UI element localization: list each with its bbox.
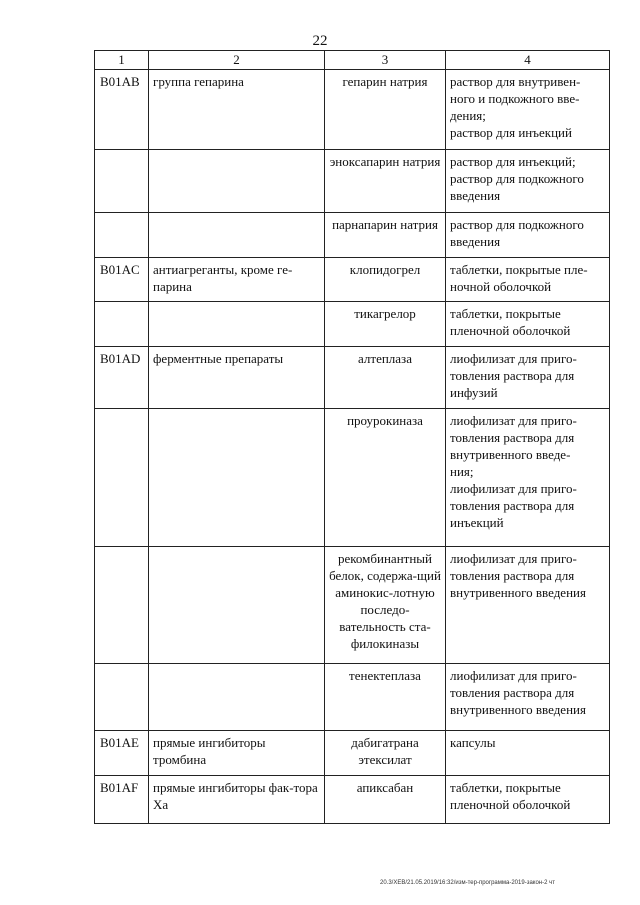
drug-name-cell: алтеплаза xyxy=(325,347,446,409)
dosage-form-line: товления раствора для xyxy=(450,498,575,513)
atc-code-cell xyxy=(95,150,149,213)
drug-group-cell xyxy=(149,664,325,731)
dosage-form-line: таблетки, покрытые xyxy=(450,306,561,321)
drug-group-cell xyxy=(149,547,325,664)
dosage-form-cell xyxy=(446,150,610,213)
table-row xyxy=(95,731,610,776)
table-row xyxy=(95,70,610,150)
table-row xyxy=(95,664,610,731)
dosage-form-line: раствор для подкожного xyxy=(450,217,584,232)
dosage-form-cell xyxy=(446,70,610,150)
atc-code-cell xyxy=(95,213,149,258)
dosage-form-line: товления раствора для xyxy=(450,430,575,445)
dosage-form-cell xyxy=(446,258,610,302)
drug-group-cell: группа гепарина xyxy=(149,70,325,150)
drug-name-cell: апиксабан xyxy=(325,776,446,824)
dosage-form-line: раствор для инъекций xyxy=(450,125,572,140)
drug-name-cell: дабигатрана этексилат xyxy=(325,731,446,776)
drug-name-cell: эноксапарин натрия xyxy=(325,150,446,213)
table-row xyxy=(95,258,610,302)
dosage-form-line: лиофилизат для приго- xyxy=(450,551,577,566)
dosage-form-line: товления раствора для xyxy=(450,368,575,383)
dosage-form-line: товления раствора для xyxy=(450,568,575,583)
dosage-form-cell xyxy=(446,213,610,258)
drug-name-cell: проурокиназа xyxy=(325,409,446,547)
footer-stamp: 20.3/ХЕВ/21.05.2019/16:32/изм-тер-программа-2019-закон-2 чт xyxy=(380,880,555,886)
column-header: 2 xyxy=(149,51,325,70)
dosage-form-cell xyxy=(446,547,610,664)
table-row xyxy=(95,776,610,824)
dosage-form-line: введения xyxy=(450,188,501,203)
drug-group-cell xyxy=(149,302,325,347)
dosage-form-line: инъекций xyxy=(450,515,504,530)
drug-group-cell: ферментные препараты xyxy=(149,347,325,409)
drug-table xyxy=(94,50,610,824)
table-row xyxy=(95,347,610,409)
dosage-form-line: таблетки, покрытые пле- xyxy=(450,262,588,277)
atc-code-cell: B01AB xyxy=(95,70,149,150)
dosage-form-line: лиофилизат для приго- xyxy=(450,481,577,496)
dosage-form-cell xyxy=(446,731,610,776)
dosage-form-cell xyxy=(446,302,610,347)
drug-group-cell xyxy=(149,150,325,213)
drug-name-cell: рекомбинантный белок, содержа-щий аминокис-лотную последо-вательность ста-филокиназы xyxy=(325,547,446,664)
dosage-form-line: раствор для внутривен- xyxy=(450,74,581,89)
table-header-row xyxy=(95,51,610,70)
drug-group-cell xyxy=(149,409,325,547)
dosage-form-line: капсулы xyxy=(450,735,496,750)
column-header: 1 xyxy=(95,51,149,70)
table-row xyxy=(95,150,610,213)
drug-name-cell: клопидогрел xyxy=(325,258,446,302)
table-row xyxy=(95,547,610,664)
table-body xyxy=(95,70,610,824)
dosage-form-line: введения xyxy=(450,234,501,249)
table-row xyxy=(95,409,610,547)
atc-code-cell: B01AE xyxy=(95,731,149,776)
dosage-form-line: таблетки, покрытые xyxy=(450,780,561,795)
dosage-form-line: дения; xyxy=(450,108,486,123)
dosage-form-line: лиофилизат для приго- xyxy=(450,668,577,683)
dosage-form-line: внутривенного введения xyxy=(450,585,586,600)
dosage-form-cell xyxy=(446,664,610,731)
atc-code-cell xyxy=(95,302,149,347)
dosage-form-line: лиофилизат для приго- xyxy=(450,351,577,366)
atc-code-cell: B01AD xyxy=(95,347,149,409)
page-number: 22 xyxy=(312,33,328,49)
dosage-form-line: раствор для инъекций; xyxy=(450,154,576,169)
dosage-form-line: пленочной оболочкой xyxy=(450,323,571,338)
column-header: 4 xyxy=(446,51,610,70)
drug-group-cell: антиагреганты, кроме ге-парина xyxy=(149,258,325,302)
dosage-form-line: ночной оболочкой xyxy=(450,279,552,294)
dosage-form-cell xyxy=(446,409,610,547)
drug-group-cell xyxy=(149,213,325,258)
atc-code-cell: B01AC xyxy=(95,258,149,302)
drug-name-cell: тенектеплаза xyxy=(325,664,446,731)
dosage-form-line: раствор для подкожного xyxy=(450,171,584,186)
atc-code-cell xyxy=(95,409,149,547)
dosage-form-line: инфузий xyxy=(450,385,498,400)
drug-group-cell: прямые ингибиторы фак-тора Xa xyxy=(149,776,325,824)
dosage-form-line: внутривенного введе- xyxy=(450,447,571,462)
atc-code-cell: B01AF xyxy=(95,776,149,824)
dosage-form-line: ного и подкожного вве- xyxy=(450,91,580,106)
table-row xyxy=(95,302,610,347)
dosage-form-line: пленочной оболочкой xyxy=(450,797,571,812)
dosage-form-line: внутривенного введения xyxy=(450,702,586,717)
dosage-form-line: товления раствора для xyxy=(450,685,575,700)
dosage-form-line: ния; xyxy=(450,464,474,479)
column-header: 3 xyxy=(325,51,446,70)
dosage-form-cell xyxy=(446,347,610,409)
drug-group-cell: прямые ингибиторы тромбина xyxy=(149,731,325,776)
drug-name-cell: гепарин натрия xyxy=(325,70,446,150)
table-row xyxy=(95,213,610,258)
atc-code-cell xyxy=(95,547,149,664)
drug-name-cell: парнапарин натрия xyxy=(325,213,446,258)
drug-name-cell: тикагрелор xyxy=(325,302,446,347)
dosage-form-cell xyxy=(446,776,610,824)
atc-code-cell xyxy=(95,664,149,731)
dosage-form-line: лиофилизат для приго- xyxy=(450,413,577,428)
